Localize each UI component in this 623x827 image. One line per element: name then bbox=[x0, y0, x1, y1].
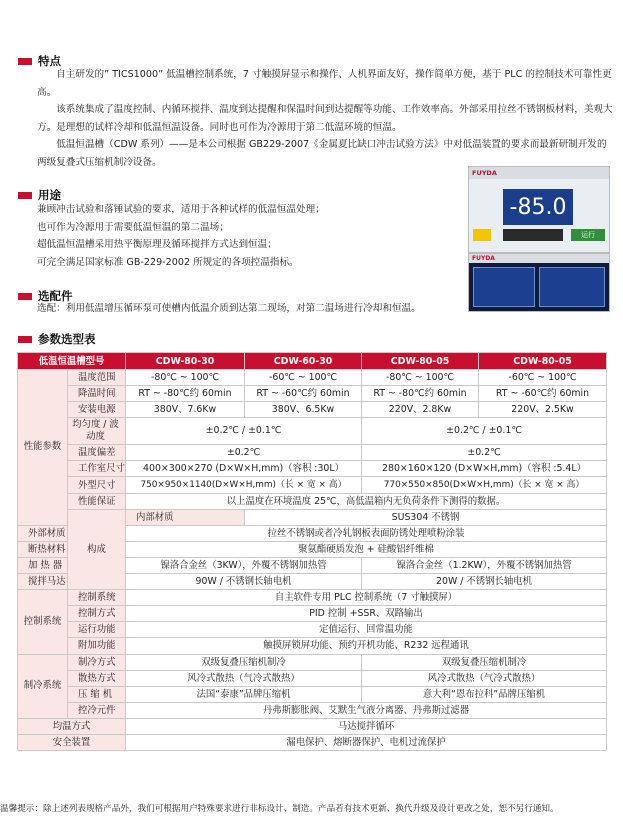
cell: 镍洛合金丝（3KW），外覆不锈钢加热管 bbox=[126, 557, 362, 573]
cell: ±0.2℃ bbox=[362, 445, 607, 461]
table-row bbox=[18, 386, 607, 402]
cell: ±0.2℃ / ±0.1℃ bbox=[362, 418, 607, 445]
header-col: CDW-60-30 bbox=[245, 353, 362, 370]
row-label: 均匀度 / 波动度 bbox=[68, 418, 126, 445]
table-row bbox=[18, 606, 607, 622]
params-heading bbox=[18, 331, 96, 347]
row-label: 散热方式 bbox=[68, 670, 126, 686]
features-paragraph: 自主研发的” TICS1000” 低温槽控制系统，7 寸触摸屏显示和操作、人机界面友好，操作简单方便，基于 PLC 的控制技术可靠性更高。 bbox=[37, 69, 612, 98]
header-col: CDW-80-30 bbox=[126, 353, 245, 370]
cell: 以上温度在环境温度 25℃，高低温箱内无负荷条件下测得的数据。 bbox=[126, 493, 607, 509]
header-col: CDW-80-05 bbox=[362, 353, 479, 370]
cell: 漏电保护、熔断器保护、电机过流保护 bbox=[126, 734, 607, 750]
cell: 20W / 不锈钢长轴电机 bbox=[362, 574, 607, 590]
cell: 马达搅拌循环 bbox=[126, 718, 607, 734]
cell: RT ~ -60℃约 60min bbox=[479, 386, 607, 402]
settings-panel bbox=[539, 267, 605, 307]
brand-logo: FUYDA bbox=[472, 255, 495, 262]
table-row bbox=[18, 670, 607, 686]
cell: 镍洛合金丝（1.2KW），外覆不锈钢加热管 bbox=[362, 557, 607, 573]
table-row bbox=[18, 509, 607, 525]
table-row bbox=[18, 686, 607, 702]
table-row bbox=[18, 418, 607, 445]
features-text bbox=[37, 66, 613, 171]
cell: 220V、2.5Kw bbox=[479, 402, 607, 418]
cell: 风冷式散热（气冷式散热） bbox=[126, 670, 362, 686]
cell: RT ~ -80℃约 60min bbox=[362, 386, 479, 402]
row-label: 工作室尺寸 bbox=[68, 461, 126, 477]
row-label: 性能保证 bbox=[68, 493, 126, 509]
row-label: 断热材料 bbox=[18, 541, 68, 557]
row-label: 外部材质 bbox=[18, 525, 68, 541]
usage-item: 超低温恒温槽采用热平衡原理及循环搅拌方式达到恒温； bbox=[37, 239, 277, 250]
cell: -60℃ ~ 100℃ bbox=[245, 370, 362, 386]
usage-title: 用途 bbox=[38, 188, 61, 202]
settings-screen-image bbox=[468, 253, 610, 312]
cell: 触摸屏锁屏功能、预约开机功能、R232 远程通讯 bbox=[126, 638, 607, 654]
cell: RT ~ -60℃约 60min bbox=[245, 386, 362, 402]
cell: 风冷式散热（气冷式散热） bbox=[362, 670, 607, 686]
cell: 双级复叠压缩机制冷 bbox=[362, 654, 607, 670]
row-label: 控冷元件 bbox=[68, 702, 126, 718]
cell: 770×550×850(D×W×H,mm)（长 × 宽 × 高） bbox=[362, 477, 607, 493]
table-row bbox=[18, 461, 607, 477]
footer-note: 温馨提示：除上述列表规格产品外，我们可根据用户特殊要求进行非标设计、制造。产品若有技术更新、换代升级及设计更改之处，恕不另行通知。 bbox=[0, 804, 559, 814]
header-col: CDW-80-05 bbox=[479, 353, 607, 370]
table-row bbox=[18, 638, 607, 654]
section-marker bbox=[18, 336, 32, 343]
usage-item: 可完全满足国家标准 GB-229-2002 所规定的各项控温指标。 bbox=[37, 256, 299, 268]
settings-panel bbox=[473, 267, 535, 307]
status-panel bbox=[503, 229, 563, 241]
group-cool: 制冷系统 bbox=[18, 654, 68, 718]
row-label: 控制系统 bbox=[68, 590, 126, 606]
table-row bbox=[18, 590, 607, 606]
cell: 自主软件专用 PLC 控制系统（7 寸触摸屏） bbox=[126, 590, 607, 606]
row-label: 温度范围 bbox=[68, 370, 126, 386]
cell: 380V、7.6Kw bbox=[126, 402, 245, 418]
usage-item: 兼顾冲击试验和落锤试验的要求，适用于各种试样的低温恒温处理； bbox=[37, 204, 325, 215]
cell: 拉丝不锈钢或者冷轧钢板表面防锈处理喷粉涂装 bbox=[126, 525, 607, 541]
section-marker bbox=[18, 192, 32, 199]
spec-table bbox=[17, 352, 607, 751]
temperature-readout: -85.0 bbox=[503, 189, 573, 225]
header-model: 低温恒温槽型号 bbox=[18, 353, 126, 370]
cell: -80℃ ~ 100℃ bbox=[362, 370, 479, 386]
table-row bbox=[18, 734, 607, 750]
cell: -80℃ ~ 100℃ bbox=[126, 370, 245, 386]
cell: SUS304 不锈钢 bbox=[245, 509, 607, 525]
table-row bbox=[18, 654, 607, 670]
brand-logo: FUYDA bbox=[472, 169, 497, 177]
row-label: 安装电源 bbox=[68, 402, 126, 418]
cell: -60℃ ~ 100℃ bbox=[479, 370, 607, 386]
table-row bbox=[18, 493, 607, 509]
usage-list bbox=[37, 201, 457, 271]
row-label: 内部材质 bbox=[126, 509, 245, 525]
screen-titlebar bbox=[469, 254, 609, 263]
cell: ±0.2℃ bbox=[126, 445, 362, 461]
options-title: 选配件 bbox=[38, 289, 73, 303]
run-button: 运行 bbox=[571, 229, 605, 241]
usage-item: 也可作为冷源用于需要低温恒温的第二温场； bbox=[37, 221, 229, 233]
features-paragraph: 该系统集成了温度控制、内循环搅拌、温度到达提醒和保温时间到达提醒等功能、工作效率高。外部采用拉丝不锈钢板材料，美观大方。是理想的试样冷却和低温恒温设备。同时也可作为冷源用于第二低温环境的恒温。 bbox=[37, 104, 613, 133]
group-build: 构成 bbox=[68, 509, 126, 589]
table-row bbox=[18, 370, 607, 386]
row-label: 搅拌马达 bbox=[18, 574, 68, 590]
row-label: 制冷方式 bbox=[68, 654, 126, 670]
screen-titlebar bbox=[469, 167, 609, 179]
row-label: 降温时间 bbox=[68, 386, 126, 402]
cell: ±0.2℃ / ±0.1℃ bbox=[126, 418, 362, 445]
row-label: 加 热 器 bbox=[18, 557, 68, 573]
group-perf: 性能参数 bbox=[18, 370, 68, 526]
cell: 聚氨酯硬质发泡 + 硅酸铝纤维棉 bbox=[126, 541, 607, 557]
arrow-button-icon bbox=[473, 229, 491, 241]
table-row bbox=[18, 402, 607, 418]
options-text bbox=[37, 300, 467, 318]
cell: 意大利“恩布拉科”品牌压缩机 bbox=[362, 686, 607, 702]
row-label: 温度偏差 bbox=[68, 445, 126, 461]
cell: 380V、6.5Kw bbox=[245, 402, 362, 418]
cell: RT ~ -80℃约 60min bbox=[126, 386, 245, 402]
row-label: 外型尺寸 bbox=[68, 477, 126, 493]
cell: 双级复叠压缩机制冷 bbox=[126, 654, 362, 670]
table-row bbox=[18, 445, 607, 461]
features-paragraph: 低温恒温槽（CDW 系列）——是本公司根据 GB229-2007《金属夏比缺口冲击试验方法》中对低温装置的要求而最新研制开发的两级复叠式压缩机制冷设备。 bbox=[37, 139, 607, 168]
cell: 750×950×1140(D×W×H,mm)（长 × 宽 × 高） bbox=[126, 477, 362, 493]
cell: 丹弗斯膨胀阀、艾默生气液分离器、丹弗斯过滤器 bbox=[126, 702, 607, 718]
cell: 定值运行、回常温功能 bbox=[126, 622, 607, 638]
cell: 90W / 不锈钢长轴电机 bbox=[126, 574, 362, 590]
features-title: 特点 bbox=[38, 54, 61, 68]
row-label: 运行功能 bbox=[68, 622, 126, 638]
touchscreen-image bbox=[468, 166, 610, 253]
cell: 400×300×270 (D×W×H,mm)（容积 :30L） bbox=[126, 461, 362, 477]
row-label: 均温方式 bbox=[18, 718, 126, 734]
row-label: 压 缩 机 bbox=[68, 686, 126, 702]
group-ctrl: 控制系统 bbox=[18, 590, 68, 654]
params-title: 参数选型表 bbox=[38, 332, 96, 346]
table-row bbox=[18, 718, 607, 734]
cell: 法国“泰康”品牌压缩机 bbox=[126, 686, 362, 702]
cell: 280×160×120 (D×W×H,mm)（容积 :5.4L） bbox=[362, 461, 607, 477]
table-header-row bbox=[18, 353, 607, 370]
table-row bbox=[18, 622, 607, 638]
section-marker bbox=[18, 58, 32, 65]
section-marker bbox=[18, 293, 32, 300]
cell: 220V、2.8Kw bbox=[362, 402, 479, 418]
row-label: 附加功能 bbox=[68, 638, 126, 654]
options-line: 选配：利用低温增压循环泵可使槽内低温介质到达第二现场，对第二温场进行冷却和恒温。 bbox=[37, 303, 421, 314]
cell: PID 控制 +SSR、双路输出 bbox=[126, 606, 607, 622]
table-row bbox=[18, 702, 607, 718]
table-row bbox=[18, 477, 607, 493]
row-label: 安全装置 bbox=[18, 734, 126, 750]
row-label: 控制方式 bbox=[68, 606, 126, 622]
